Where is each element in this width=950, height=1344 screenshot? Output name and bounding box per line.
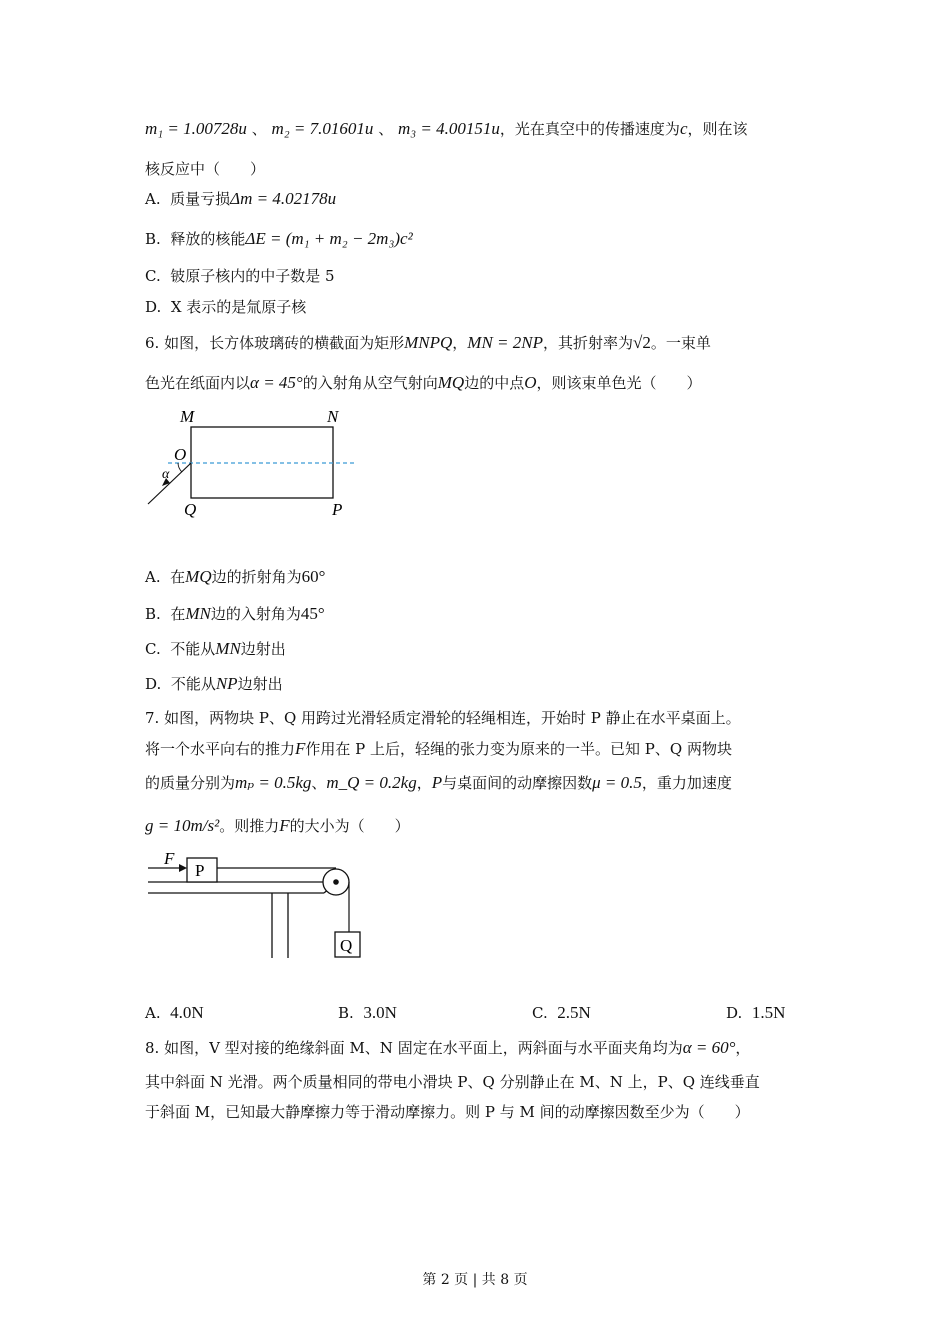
q7-stem-line1: 7. 如图，两物块 P、Q 用跨过光滑轻质定滑轮的轻绳相连，开始时 P 静止在水平桌面上。 (145, 709, 741, 727)
m1-value: m₁ = 1.00728u (145, 119, 247, 138)
q7-pulley-figure (140, 848, 380, 963)
q7-option-a: A. 4.0N (145, 1003, 204, 1022)
q6-stem-line2: 色光在纸面内以α = 45°的入射角从空气射向MQ边的中点O，则该束单色光（ ） (145, 373, 702, 392)
q6-option-a: A. 在MQ边的折射角为60° (145, 567, 326, 586)
label-Q: Q (184, 500, 197, 519)
label-N: N (327, 407, 339, 426)
q7-option-b: B. 3.0N (338, 1003, 397, 1022)
m3-value: m₃ = 4.00151u (398, 119, 500, 138)
q5-continuation-line2: 核反应中（ ） (145, 160, 266, 178)
page-footer: 第 2 页 | 共 8 页 (422, 1272, 528, 1288)
q6-option-d: D. 不能从NP边射出 (145, 674, 283, 693)
q7-option-c: C. 2.5N (532, 1003, 591, 1022)
q8-stem-line3: 于斜面 M，已知最大静摩擦力等于滑动摩擦力。则 P 与 M 间的动摩擦因数至少为（ ） (145, 1103, 750, 1121)
angle-arc (178, 463, 182, 472)
q6-glass-brick-figure (140, 400, 370, 525)
q5-option-a: A. 质量亏损Δm = 4.02178u (145, 189, 337, 208)
label-P: P (332, 500, 343, 519)
incident-ray (148, 463, 191, 504)
q5-option-d: D. X 表示的是氚原子核 (145, 298, 307, 316)
label-Q: Q (340, 936, 353, 955)
label-alpha: α (162, 467, 170, 482)
q7-stem-line4: g = 10m/s²。则推力F的大小为（ ） (145, 816, 410, 835)
q7-option-d: D. 1.5N (726, 1003, 786, 1022)
q7-stem-line2: 将一个水平向右的推力F作用在 P 上后，轻绳的张力变为原来的一半。已知 P、Q 两物块 (145, 739, 732, 758)
q8-stem-line1: 8. 如图，V 型对接的绝缘斜面 M、N 固定在水平面上，两斜面与水平面夹角均为α = 60°， (145, 1038, 751, 1057)
q7-stem-line3: 的质量分别为mₚ = 0.5kg、m_Q = 0.2kg，P与桌面间的动摩擦因数μ = 0.5，重力加速度 (145, 773, 732, 792)
pulley-axle (333, 879, 339, 885)
q6-option-b: B. 在MN边的入射角为45° (145, 604, 325, 623)
label-M: M (180, 407, 195, 426)
q6-stem-line1: 6. 如图，长方体玻璃砖的横截面为矩形MNPQ，MN = 2NP，其折射率为√2。一束单 (145, 333, 711, 352)
force-arrowhead (179, 864, 187, 872)
label-O: O (174, 445, 187, 464)
q5-option-b: B. 释放的核能ΔE = (m₁ + m₂ − 2m₃)c² (145, 229, 413, 248)
q5-option-c: C. 铍原子核内的中子数是 5 (145, 267, 335, 285)
q5-continuation-line1: m₁ = 1.00728u 、 m₂ = 7.01601u 、 m₃ = 4.00151u，光在真空中的传播速度为c，则在该 (145, 119, 748, 138)
label-F: F (164, 849, 175, 868)
label-P: P (195, 861, 205, 880)
q6-option-c: C. 不能从MN边射出 (145, 639, 286, 658)
q8-stem-line2: 其中斜面 N 光滑。两个质量相同的带电小滑块 P、Q 分别静止在 M、N 上，P、Q 连线垂直 (145, 1073, 760, 1091)
m2-value: m₂ = 7.01601u (271, 119, 374, 138)
